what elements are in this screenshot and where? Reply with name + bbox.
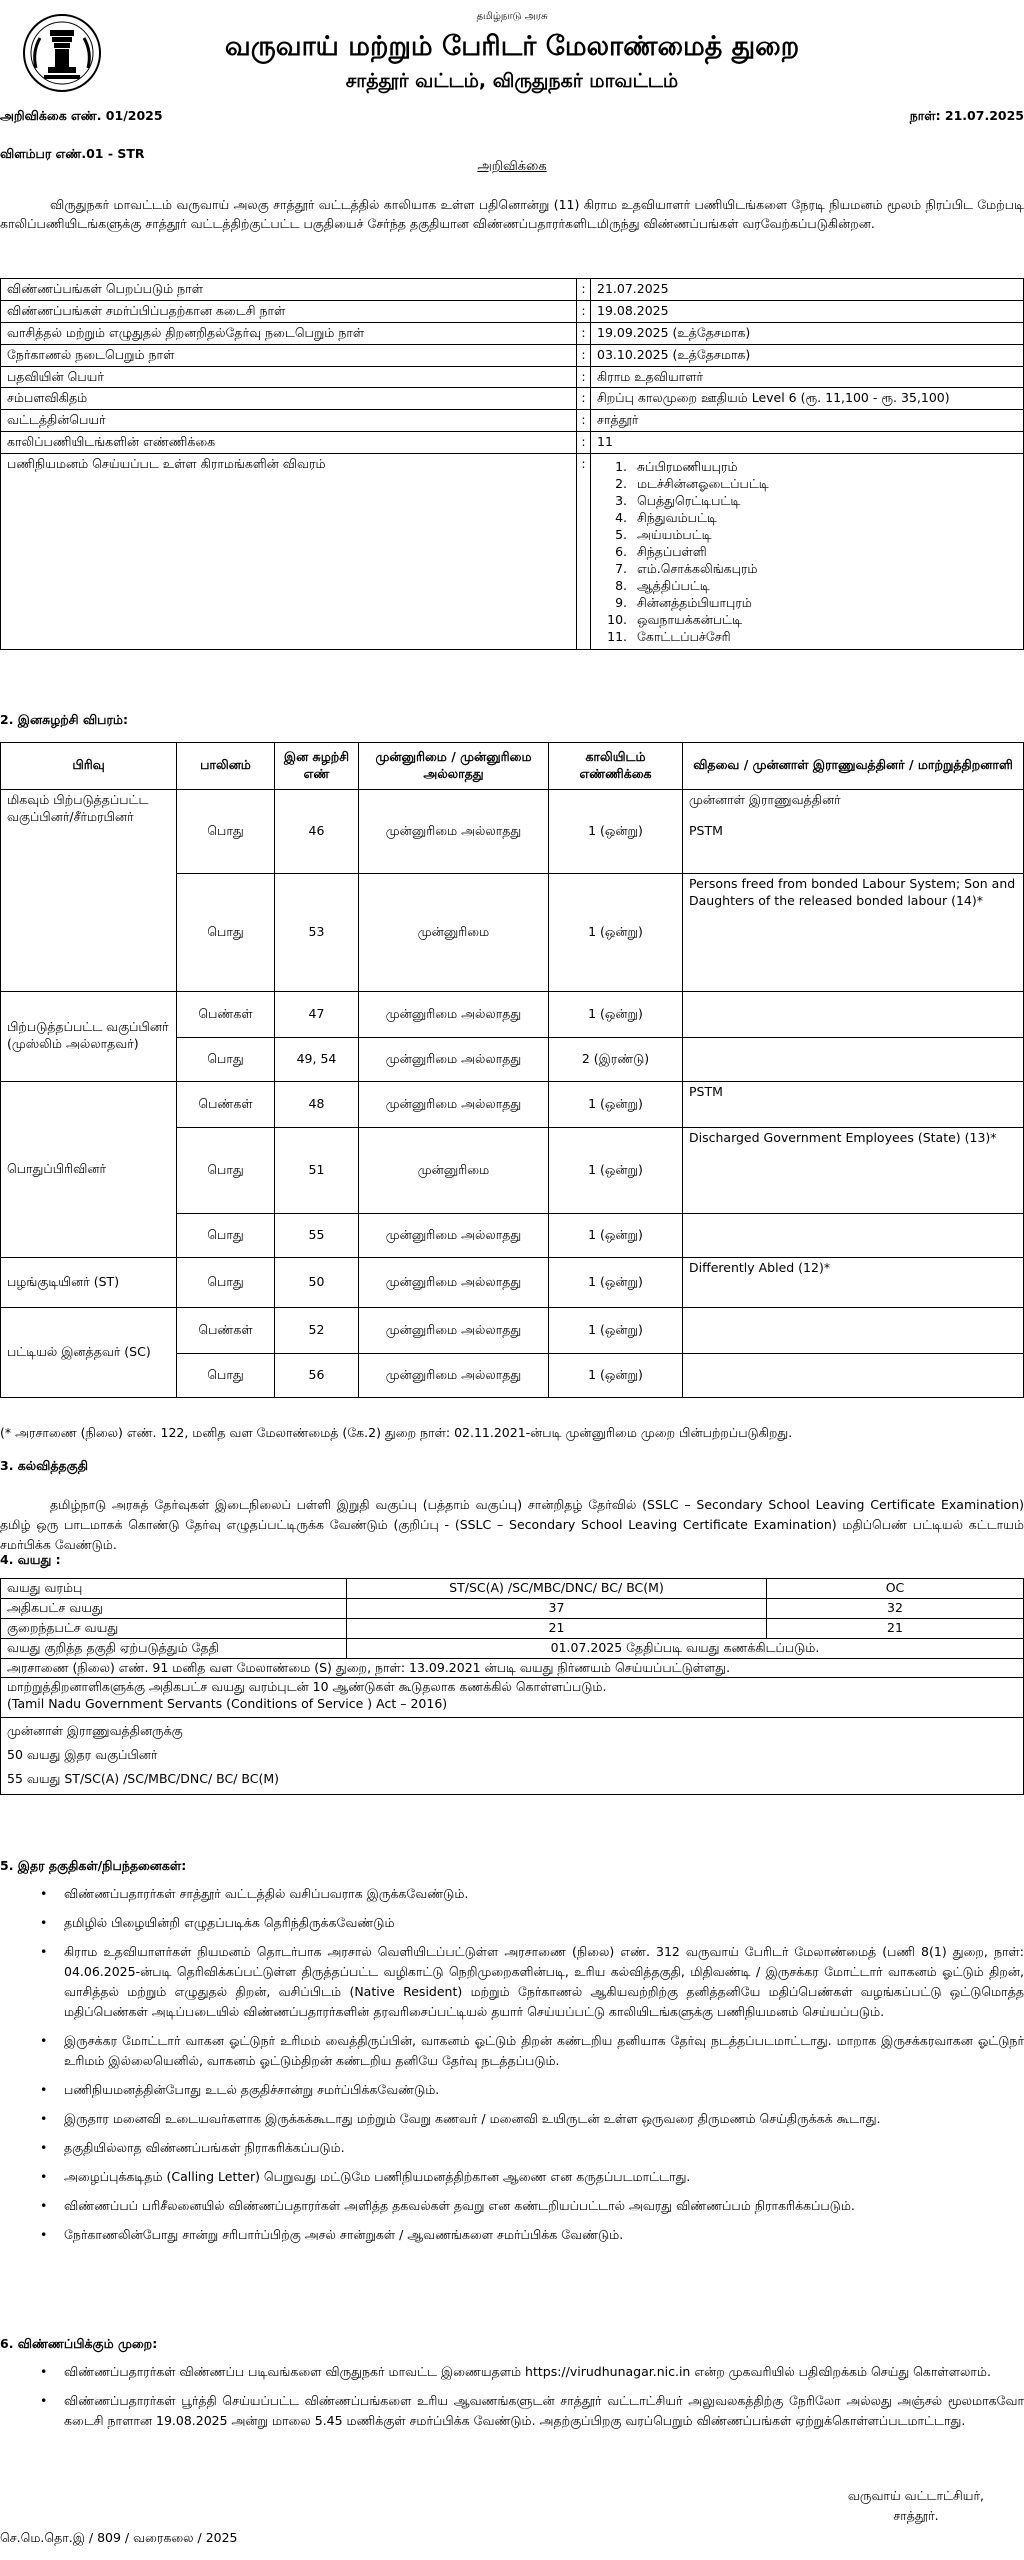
age-cell	[1, 1678, 1024, 1718]
age-cell: ST/SC(A) /SC/MBC/DNC/ BC/ BC(M)	[347, 1579, 767, 1599]
age-line: (Tamil Nadu Government Servants (Conditions of Service ) Act – 2016)	[7, 1696, 448, 1712]
signatory-office: சாத்தூர்.	[893, 2508, 939, 2523]
column-header: காலியிடம் எண்ணிக்கை	[549, 743, 683, 790]
list-item: • விண்ணப்பதாரர்கள் சாத்தூர் வட்டத்தில் வசிப்பவராக இருக்கவேண்டும்.	[40, 1884, 1024, 1904]
column-header: இன சுழற்சி எண்	[275, 743, 359, 790]
gender-cell: பெண்கள்	[177, 991, 275, 1037]
info-separator: :	[577, 410, 591, 432]
age-line: 50 வயது இதர வகுப்பினர்	[7, 1746, 158, 1762]
roster-cell: 46	[275, 789, 359, 873]
gender-cell: பெண்கள்	[177, 1307, 275, 1353]
list-item: 4. சிந்துவம்பட்டி	[631, 509, 1017, 526]
note-text: முன்னாள் இராணுவத்தினர்	[689, 791, 841, 807]
info-label: நேர்காணல் நடைபெறும் நாள்	[1, 344, 577, 366]
category-cell: பட்டியல் இனத்தவர் (SC)	[1, 1307, 177, 1397]
priority-cell: முன்னுரிமை அல்லாதது	[359, 1353, 549, 1397]
list-item: • அழைப்புக்கடிதம் (Calling Letter) பெறுவது மட்டுமே பணிநியமனத்திற்கான ஆணை என கருதப்படமாட்டாது.	[40, 2167, 1024, 2187]
notice-number: அறிவிக்கை எண். 01/2025	[0, 108, 163, 123]
office-subtitle: சாத்தூர் வட்டம், விருதுநகர் மாவட்டம்	[345, 70, 679, 93]
gender-cell: பொது	[177, 789, 275, 873]
category-cell: பிற்படுத்தப்பட்ட வகுப்பினர் (முஸ்லிம் அல்லாதவர்)	[1, 991, 177, 1081]
vacancy-cell: 1 (ஒன்று)	[549, 1127, 683, 1213]
note-cell	[683, 789, 1024, 873]
info-value: 21.07.2025	[591, 279, 1024, 301]
note-cell	[683, 1307, 1024, 1353]
roster-cell: 55	[275, 1213, 359, 1257]
info-value: 19.08.2025	[591, 300, 1024, 322]
table-row	[1, 366, 1024, 388]
info-label: விண்ணப்பங்கள் சமர்ப்பிப்பதற்கான கடைசி நாள்	[1, 300, 577, 322]
table-row	[1, 344, 1024, 366]
age-cell: 37	[347, 1598, 767, 1618]
note-text: PSTM	[689, 822, 723, 838]
category-cell: பொதுப்பிரிவினர்	[1, 1081, 177, 1257]
section-4-title: 4. வயது :	[0, 1552, 61, 1567]
info-separator: :	[577, 300, 591, 322]
roster-cell: 51	[275, 1127, 359, 1213]
info-separator: :	[577, 344, 591, 366]
priority-cell: முன்னுரிமை	[359, 873, 549, 991]
vacancy-cell: 1 (ஒன்று)	[549, 873, 683, 991]
list-item: • விண்ணப்பதாரர்கள் பூர்த்தி செய்யப்பட்ட விண்ணப்பங்களை உரிய ஆவணங்களுடன் சாத்தூர் வட்டாட்சியர் அலுவலகத்திற்கு நேரிலோ அல்லது அஞ்சல் மூலமாகவோ கடைசி நாளான 19.08.2025 அன்று மாலை 5.45 மணிக்குள் சமர்ப்பிக்க வேண்டும். அதற்குப்பிறகு வரப்பெறும் விண்ணப்பங்கள் ஏற்றுக்கொள்ளப்படமாட்டாது.	[40, 2391, 1024, 2431]
note-cell	[683, 991, 1024, 1037]
age-cell: 01.07.2025 தேதிப்படி வயது கணக்கிடப்படும்.	[347, 1638, 1024, 1658]
gender-cell: பொது	[177, 1037, 275, 1081]
age-line: 55 வயது ST/SC(A) /SC/MBC/DNC/ BC/ BC(M)	[7, 1770, 280, 1786]
priority-cell: முன்னுரிமை அல்லாதது	[359, 1213, 549, 1257]
tamil-nadu-emblem-icon	[22, 12, 102, 94]
table-row	[1, 1257, 1024, 1307]
list-item: • விண்ணப்பதாரர்கள் விண்ணப்ப படிவங்களை விருதுநகர் மாவட்ட இணையதளம் https://virudhunagar.nic.in என்ற முகவரியில் பதிவிறக்கம் செய்து கொள்ளலாம்.	[40, 2362, 1024, 2382]
info-value: 19.09.2025 (உத்தேசமாக)	[591, 322, 1024, 344]
department-title: வருவாய் மற்றும் பேரிடர் மேலாண்மைத் துறை	[224, 30, 800, 62]
list-item: • தகுதியில்லாத விண்ணப்பங்கள் நிராகரிக்கப்படும்.	[40, 2138, 1024, 2158]
table-row	[1, 1081, 1024, 1127]
table-header-row	[1, 743, 1024, 790]
table-row	[1, 388, 1024, 410]
info-separator: :	[577, 279, 591, 301]
age-cell: 21	[767, 1618, 1024, 1638]
roster-cell: 49, 54	[275, 1037, 359, 1081]
info-label: காலிப்பணியிடங்களின் எண்ணிக்கை	[1, 432, 577, 454]
table-row	[1, 991, 1024, 1037]
info-label: வாசித்தல் மற்றும் எழுதுதல் திறனறிதல்தேர்வு நடைபெறும் நாள்	[1, 322, 577, 344]
rotation-table	[0, 742, 1024, 1398]
press-code: செ.மெ.தொ.இ / 809 / வரைகலை / 2025	[0, 2530, 238, 2545]
section-5-title: 5. இதர தகுதிகள்/நிபந்தனைகள்:	[0, 1858, 187, 1873]
gender-cell: பொது	[177, 1127, 275, 1213]
age-cell: 21	[347, 1618, 767, 1638]
list-item: 1. சுப்பிரமணியபுரம்	[631, 458, 1017, 475]
category-cell: மிகவும் பிற்படுத்தப்பட்ட வகுப்பினர்/சீர்மரபினர்	[1, 789, 177, 991]
table-row	[1, 1579, 1024, 1599]
government-label: தமிழ்நாடு அரசு	[476, 11, 548, 22]
priority-cell: முன்னுரிமை	[359, 1127, 549, 1213]
gender-cell: பொது	[177, 1257, 275, 1307]
info-separator: :	[577, 432, 591, 454]
age-cell: 32	[767, 1598, 1024, 1618]
list-item: • நேர்காணலின்போது சான்று சரிபார்ப்பிற்கு அசல் சான்றுகள் / ஆவணங்களை சமர்ப்பிக்க வேண்டும்.	[40, 2225, 1024, 2245]
table-row	[1, 410, 1024, 432]
column-header: முன்னுரிமை / முன்னுரிமை அல்லாதது	[359, 743, 549, 790]
signatory-title: வருவாய் வட்டாட்சியர்,	[847, 2488, 984, 2503]
notice-date: நாள்: 21.07.2025	[909, 108, 1024, 123]
list-item: 6. சிந்தப்பள்ளி	[631, 543, 1017, 560]
info-separator: :	[577, 388, 591, 410]
category-cell: பழங்குடியினர் (ST)	[1, 1257, 177, 1307]
list-item: 8. ஆத்திப்பட்டி	[631, 577, 1017, 594]
info-separator: :	[577, 322, 591, 344]
table-row	[1, 1718, 1024, 1795]
vacancy-cell: 1 (ஒன்று)	[549, 1213, 683, 1257]
table-row	[1, 1658, 1024, 1678]
roster-cell: 50	[275, 1257, 359, 1307]
age-table	[0, 1578, 1024, 1795]
gender-cell: பெண்கள்	[177, 1081, 275, 1127]
vacancy-cell: 1 (ஒன்று)	[549, 1353, 683, 1397]
list-item: 9. சின்னத்தம்பியாபுரம்	[631, 594, 1017, 611]
priority-cell: முன்னுரிமை அல்லாதது	[359, 991, 549, 1037]
list-item: • இருதார மனைவி உடையவர்களாக இருக்கக்கூடாது மற்றும் வேறு கணவர் / மனைவி உயிருடன் உள்ள ஒருவரை திருமணம் செய்திருக்கக் கூடாது.	[40, 2109, 1024, 2129]
notice-title	[0, 158, 1024, 176]
roster-cell: 56	[275, 1353, 359, 1397]
note-cell: Persons freed from bonded Labour System; Son and Daughters of the released bonded labour (14)*	[683, 873, 1024, 991]
priority-cell: முன்னுரிமை அல்லாதது	[359, 1257, 549, 1307]
table-row	[1, 789, 1024, 873]
roster-cell: 47	[275, 991, 359, 1037]
list-item: 11. கோட்டப்பச்சேரி	[631, 628, 1017, 645]
list-item: • விண்ணப்பப் பரிசீலனையில் விண்ணப்பதாரர்கள் அளித்த தகவல்கள் தவறு என கண்டறியப்பட்டால் அவரது விண்ணப்பம் நிராகரிக்கப்படும்.	[40, 2196, 1024, 2216]
info-value: 03.10.2025 (உத்தேசமாக)	[591, 344, 1024, 366]
list-item: 5. அய்யம்பட்டி	[631, 526, 1017, 543]
table-row	[1, 1678, 1024, 1718]
info-label: சம்பளவிகிதம்	[1, 388, 577, 410]
notice-title-text: அறிவிக்கை	[477, 159, 547, 174]
age-cell: வயது குறித்த தகுதி ஏற்படுத்தும் தேதி	[1, 1638, 347, 1658]
age-cell	[1, 1718, 1024, 1795]
info-value: சாத்தூர்	[591, 410, 1024, 432]
info-value: கிராம உதவியாளர்	[591, 366, 1024, 388]
signature-block	[848, 2486, 984, 2526]
table-row	[1, 1638, 1024, 1658]
priority-cell: முன்னுரிமை அல்லாதது	[359, 1307, 549, 1353]
recruitment-info-table	[0, 278, 1024, 650]
rotation-footnote: (* அரசாணை (நிலை) எண். 122, மனித வள மேலாண்மைத் (கே.2) துறை நாள்: 02.11.2021-ன்படி முன்னுரிமை முறை பின்பற்றப்படுகிறது.	[0, 1425, 793, 1440]
gender-cell: பொது	[177, 873, 275, 991]
info-value: சிறப்பு காலமுறை ஊதியம் Level 6 (ரூ. 11,100 - ரூ. 35,100)	[591, 388, 1024, 410]
list-item: 2. மடச்சின்னஓடைப்பட்டி	[631, 475, 1017, 492]
info-separator: :	[577, 454, 591, 650]
note-cell: Differently Abled (12)*	[683, 1257, 1024, 1307]
section-3-title: 3. கல்வித்தகுதி	[0, 1458, 88, 1473]
list-item: 3. பெத்துரெட்டிபட்டி	[631, 492, 1017, 509]
vacancy-cell: 1 (ஒன்று)	[549, 991, 683, 1037]
table-row	[1, 300, 1024, 322]
list-item: • இருசக்கர மோட்டார் வாகன ஓட்டுநர் உரிமம் வைத்திருப்பின், வாகனம் ஓட்டும் திறன் கண்டறிய தனியாக தேர்வு நடத்தப்படமாட்டாது. மாறாக இருசக்கரவாகன ஓட்டுநர் உரிமம் இல்லையெனில், வாகனம் ஓட்டும்திறன் கண்டறிய தனியே தேர்வு நடத்தப்படும்.	[40, 2031, 1024, 2071]
villages-label: பணிநியமனம் செய்யப்பட உள்ள கிராமங்களின் விவரம்	[1, 454, 577, 650]
table-row	[1, 322, 1024, 344]
info-separator: :	[577, 366, 591, 388]
advertisement-number: விளம்பர எண்.01 - STR	[0, 146, 145, 161]
vacancy-cell: 2 (இரண்டு)	[549, 1037, 683, 1081]
conditions-list	[40, 1884, 1024, 2254]
age-cell: அரசாணை (நிலை) எண். 91 மனித வள மேலாண்மை (S) துறை, நாள்: 13.09.2021 ன்படி வயது நிர்ணயம் செய்யப்பட்டுள்ளது.	[1, 1658, 1024, 1678]
age-line: முன்னாள் இராணுவத்தினருக்கு	[7, 1723, 183, 1739]
roster-cell: 48	[275, 1081, 359, 1127]
section-6-title: 6. விண்ணப்பிக்கும் முறை:	[0, 2336, 158, 2351]
vacancy-cell: 1 (ஒன்று)	[549, 1257, 683, 1307]
table-row	[1, 454, 1024, 650]
gender-cell: பொது	[177, 1353, 275, 1397]
age-line: மாற்றுத்திறனாளிகளுக்கு அதிகபட்ச வயது வரம்புடன் 10 ஆண்டுகள் கூடுதலாக கணக்கில் கொள்ளப்படும்.	[7, 1679, 607, 1695]
section-2-title: 2. இனசுழற்சி விபரம்:	[0, 712, 128, 727]
age-cell: OC	[767, 1579, 1024, 1599]
education-paragraph: தமிழ்நாடு அரசுத் தேர்வுகள் இடைநிலைப் பள்ளி இறுதி வகுப்பு (பத்தாம் வகுப்பு) சான்றிதழ் தேர்வில் (SSLC – Secondary School Leaving Certificate Examination) தமிழ் ஒரு பாடமாகக் கொண்டு தேர்வு எழுதப்பட்டிருக்க வேண்டும் (குறிப்பு - (SSLC – Secondary School Leaving Certificate Examination) மதிப்பெண் பட்டியல் கட்டாயம் சமர்பிக்க வேண்டும்.	[0, 1496, 1024, 1552]
note-cell	[683, 1213, 1024, 1257]
note-cell: Discharged Government Employees (State) (13)*	[683, 1127, 1024, 1213]
note-cell: PSTM	[683, 1081, 1024, 1127]
gender-cell: பொது	[177, 1213, 275, 1257]
list-item: • தமிழில் பிழையின்றி எழுதப்படிக்க தெரிந்திருக்கவேண்டும்	[40, 1913, 1024, 1933]
table-row	[1, 432, 1024, 454]
table-row	[1, 1307, 1024, 1353]
age-cell: குறைந்தபட்ச வயது	[1, 1618, 347, 1638]
note-cell	[683, 1037, 1024, 1081]
info-label: பதவியின் பெயர்	[1, 366, 577, 388]
priority-cell: முன்னுரிமை அல்லாதது	[359, 1081, 549, 1127]
table-row	[1, 1598, 1024, 1618]
list-item: • பணிநியமனத்தின்போது உடல் தகுதிச்சான்று சமர்ப்பிக்கவேண்டும்.	[40, 2080, 1024, 2100]
intro-paragraph: விருதுநகர் மாவட்டம் வருவாய் அலகு சாத்தூர் வட்டத்தில் காலியாக உள்ள பதினொன்று (11) கிராம உதவியாளர் பணியிடங்களை நேரடி நியமனம் மூலம் நிரப்பிட மேற்படி காலிப்பணியிடங்களுக்கு சாத்தூர் வட்டத்திற்குட்பட்ட பகுதியைச் சேர்ந்த தகுதியான விண்ணப்பதாரர்களிடமிருந்து விண்ணப்பங்கள் வரவேற்கப்படுகின்றன.	[0, 196, 1024, 231]
apply-list	[40, 2362, 1024, 2440]
priority-cell: முன்னுரிமை அல்லாதது	[359, 1037, 549, 1081]
priority-cell: முன்னுரிமை அல்லாதது	[359, 789, 549, 873]
column-header: பிரிவு	[1, 743, 177, 790]
table-row	[1, 1618, 1024, 1638]
villages-cell	[591, 454, 1024, 650]
vacancy-cell: 1 (ஒன்று)	[549, 1307, 683, 1353]
vacancy-cell: 1 (ஒன்று)	[549, 789, 683, 873]
vacancy-cell: 1 (ஒன்று)	[549, 1081, 683, 1127]
village-list	[597, 458, 1017, 645]
info-label: வட்டத்தின்பெயர்	[1, 410, 577, 432]
age-cell: அதிகபட்ச வயது	[1, 1598, 347, 1618]
list-item: 10. ஒவநாயக்கன்பட்டி	[631, 611, 1017, 628]
info-value: 11	[591, 432, 1024, 454]
roster-cell: 53	[275, 873, 359, 991]
roster-cell: 52	[275, 1307, 359, 1353]
info-label: விண்ணப்பங்கள் பெறப்படும் நாள்	[1, 279, 577, 301]
list-item: • கிராம உதவியாளர்கள் நியமனம் தொடர்பாக அரசால் வெளியிடப்பட்டுள்ள அரசாணை (நிலை) எண். 312 வருவாய் பேரிடர் மேலாண்மைத் (பணி 8(1) துறை, நாள்: 04.06.2025-ன்படி தெரிவிக்கப்பட்டுள்ள திருத்தப்பட்ட வழிகாட்டு நெறிமுறைகளின்படி, உரிய கல்வித்தகுதி, மிதிவண்டி / இருசக்கர மோட்டார் வாகனம் ஓட்டும் திறன், வாசித்தல் மற்றும் எழுதுதல் திறன், வசிப்பிடம் (Native Resident) மற்றும் நேர்காணல் ஆகியவற்றிற்கு தனித்தனியே மதிப்பெண்கள் வழங்கப்பட்டு ஒட்டுமொத்த மதிப்பெண்கள் அடிப்படையில் விண்ணப்பதாரர்களின் தரவரிசைப்பட்டியல் தயார் செய்யப்பட்டு காலியிடங்களுக்கு பணிநியமனம் செய்யப்படும்.	[40, 1942, 1024, 2022]
column-header: பாலினம்	[177, 743, 275, 790]
table-row	[1, 279, 1024, 301]
age-cell: வயது வரம்பு	[1, 1579, 347, 1599]
note-cell	[683, 1353, 1024, 1397]
header	[12, 10, 1012, 122]
column-header: விதவை / முன்னாள் இராணுவத்தினர் / மாற்றுத்திறனாளி	[683, 743, 1024, 790]
list-item: 7. எம்.சொக்கலிங்கபுரம்	[631, 560, 1017, 577]
